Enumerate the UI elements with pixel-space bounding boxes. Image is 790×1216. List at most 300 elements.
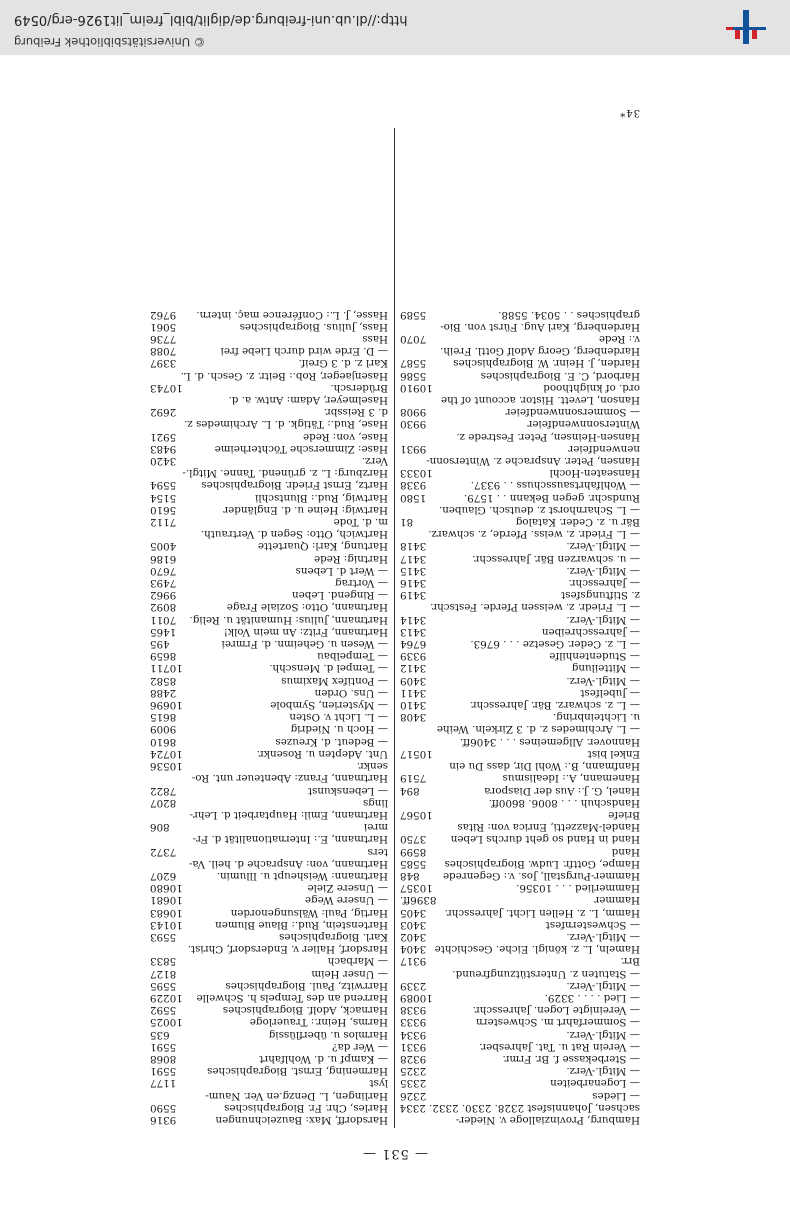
index-entry-text: nenwendfeier <box>568 442 640 455</box>
index-entry <box>400 1028 640 1040</box>
index-entry <box>400 491 640 503</box>
index-entry-text: — Statuten z. Unterstützungfreund. <box>452 967 640 980</box>
index-entry-text: Harzburg: L. z. grünend. Tanne. Mitgl.- <box>182 467 388 480</box>
index-entry-text: Unt. Adepten u. Rosenkr. <box>256 747 388 760</box>
index-entry-number: 9339 <box>400 650 427 663</box>
index-entry-text: — Tempelbau <box>317 650 388 663</box>
index-entry-number: 10536 <box>150 760 183 773</box>
index-entry-text: Hampe, Gottfr. Ludw. Biographisches <box>444 857 640 870</box>
index-entry-text: Hartmann, Otto: Soziale Frage <box>226 601 388 614</box>
index-entry-number: 3416 <box>400 577 427 590</box>
index-entry-text: Harms, Heinr.: Trauerloge <box>249 1016 388 1029</box>
index-entry-text: Haselmeyer, Adam: Antw. a. d. <box>228 394 388 407</box>
index-entry <box>150 552 388 564</box>
index-entry-text: Karl. Biographisches <box>279 930 388 943</box>
index-entry-text: Hanfmann, B.: Wohl Dir, dass Du ein <box>449 760 640 773</box>
index-entry <box>400 1114 640 1126</box>
index-entry-number: 2692 <box>150 406 177 419</box>
index-entry-number: 3405 <box>400 906 427 919</box>
index-entry-number: 3412 <box>400 662 427 675</box>
index-entry <box>400 894 640 906</box>
index-entry <box>400 931 640 943</box>
index-entry-text: — Ringend. Leben <box>292 589 388 602</box>
index-entry <box>150 613 388 625</box>
index-entry-number: 3403 <box>400 918 427 931</box>
index-entry-number: 8092 <box>150 601 177 614</box>
index-entry-number: 5610 <box>150 503 177 516</box>
index-entry-number: 5589 <box>400 308 427 321</box>
index-entry-text: Hase, Rud.: Tätigk. d. L. Archimedes z. <box>184 418 388 431</box>
index-entry-number: 9328 <box>400 1052 427 1065</box>
index-entry-text: — Uns. Orden <box>314 686 388 699</box>
index-entry-text: Hanel, G. J.: Aus der Diaspora <box>484 784 640 797</box>
index-entry <box>150 1114 388 1126</box>
index-entry <box>150 1053 388 1065</box>
index-entry <box>400 455 640 467</box>
index-entry-text: Hartmann: Weisheupt u. Illumin. <box>216 869 388 882</box>
index-entry-number: 9334 <box>400 1028 427 1041</box>
index-entry-text: — L. Friedr. z. weiss. Pferde, z. schwarz. <box>428 528 640 541</box>
document-url-link[interactable]: http://dl.ub.uni-freiburg.de/diglit/bibl_freim_lit1926-erg/0549 <box>14 12 408 27</box>
index-entry <box>150 516 388 528</box>
index-entry-text: Hartmann, Fritz: An mein Volk! <box>223 625 388 638</box>
index-entry-text: — D. Erde wird durch Liebe frei <box>220 345 388 358</box>
index-entry-text: v.: Rede <box>598 333 640 345</box>
index-entry-number: 5594 <box>150 479 177 492</box>
index-entry-text: — Mitgl.-Verz. <box>566 674 640 687</box>
index-entry-text: Hanemann, A.: Idealismus <box>502 772 640 785</box>
index-entry-text: Harnack, Adolf. Biographisches <box>222 1004 388 1017</box>
index-entry-text: Hartung, Karl: Quartette <box>257 540 388 553</box>
index-entry-text: — L. Licht v. Osten <box>289 711 388 724</box>
index-entry <box>150 1089 388 1101</box>
index-entry <box>400 1089 640 1101</box>
index-entry <box>150 589 388 601</box>
index-entry <box>150 992 388 1004</box>
index-entry-number: 5591 <box>150 1065 177 1078</box>
index-entry-text: Hase, von: Rede <box>303 430 388 443</box>
index-entry-number: 2326 <box>400 1089 427 1102</box>
index-entry <box>400 369 640 381</box>
index-entry-text: — L. z. schwarz. Bär. Jahresschr. <box>469 699 640 712</box>
index-entry-number: 10517 <box>400 747 433 760</box>
index-entry-number: 3411 <box>400 686 427 699</box>
index-entry-text: Hartwich, Otto: Segen d. Vertrauth. <box>200 528 388 541</box>
index-entry-number: 3420 <box>150 455 177 468</box>
index-entry <box>150 479 388 491</box>
index-entry-number: 8127 <box>150 967 177 980</box>
index-entry-text: — L. Archimedes z. d. 3 Zirkeln. Weihe <box>436 723 640 736</box>
index-entry <box>150 870 388 882</box>
index-entry-text: — Mitgl.-Verz. <box>566 564 640 577</box>
index-entry <box>400 650 640 662</box>
index-entry-number: 3410 <box>400 699 427 712</box>
index-entry <box>400 321 640 333</box>
sheet-signature: 34* <box>619 107 640 118</box>
index-entry-text: — Mitgl.-Verz. <box>566 613 640 626</box>
index-entry-number: 10680 <box>150 882 183 895</box>
index-entry-number: 10681 <box>150 894 183 907</box>
index-entry <box>400 333 640 345</box>
index-entry-number: 5591 <box>150 1040 177 1053</box>
index-entry <box>150 736 388 748</box>
index-entry <box>150 1065 388 1077</box>
index-entry-text: Hamm, L. z. Hellen Licht. Jahresschr. <box>444 906 640 919</box>
index-entry <box>150 833 388 845</box>
index-entry-number: 10229 <box>150 991 183 1004</box>
index-entry-text: Hartmann, Emil: Hauptarbeit d. Lehr- <box>189 808 388 821</box>
index-entry <box>400 565 640 577</box>
university-logo-icon[interactable] <box>722 7 766 47</box>
index-entry <box>150 382 388 394</box>
index-entry-number: 6207 <box>150 869 177 882</box>
index-entry-text: Hamburg, Provinzialloge v. Nieder- <box>455 1114 640 1126</box>
index-entry-text: — Bedeut. d. Kreuzes <box>275 735 388 748</box>
index-entry <box>150 967 388 979</box>
index-entry-number: 5921 <box>150 430 177 443</box>
index-entry <box>150 601 388 613</box>
index-entry-number: 8599 <box>400 845 427 858</box>
index-entry-number: 9338 <box>400 1004 427 1017</box>
index-entry-number: 5585 <box>400 857 427 870</box>
index-entry-number: 1465 <box>150 625 177 638</box>
index-entry-number: 10683 <box>150 906 183 919</box>
index-entry <box>400 748 640 760</box>
index-entry <box>150 906 388 918</box>
index-entry <box>400 723 640 735</box>
index-entry-text: — Unsere Ziele <box>307 882 388 895</box>
index-entry <box>400 674 640 686</box>
index-entry <box>400 833 640 845</box>
scanned-sheet-rotated <box>0 55 790 1216</box>
index-entry-text: — Sommersonnwendfeier <box>505 406 640 419</box>
index-entry-text: — Mitgl.-Verz. <box>566 1028 640 1041</box>
index-entry-text: — Jahresschr. <box>568 577 640 590</box>
index-entry <box>400 308 640 320</box>
index-entry <box>400 1102 640 1114</box>
index-entry <box>400 638 640 650</box>
index-entry-text: Bär u. z. Ceder. Katalog <box>515 516 640 529</box>
index-entry <box>150 308 388 320</box>
index-entry <box>150 845 388 857</box>
index-entry <box>400 345 640 357</box>
index-entry-text: — Verein Rat u. Tat. Jahresber. <box>479 1040 640 1053</box>
index-entry <box>150 1077 388 1089</box>
index-entry-number: 7372 <box>150 845 177 858</box>
index-entry-text: Hasenjaeger, Rob.: Beitr. z. Gesch. d. L. <box>180 369 388 382</box>
index-entry <box>150 760 388 772</box>
index-entry-number: 81 <box>400 516 414 529</box>
index-entry-text: — Jahresschreiben <box>541 625 640 638</box>
index-entry <box>400 858 640 870</box>
index-entry <box>150 1028 388 1040</box>
index-entry-text: ters <box>367 845 388 858</box>
index-entry-number: 5586 <box>400 369 427 382</box>
index-entry <box>150 357 388 369</box>
index-entry <box>400 443 640 455</box>
index-entry-text: — L. Friedr. z. weissen Pferde. Festschr. <box>430 601 640 614</box>
index-entry <box>150 394 388 406</box>
index-entry-number: 5595 <box>150 979 177 992</box>
index-entry <box>150 345 388 357</box>
index-entry-text: — Unsere Wege <box>304 894 388 907</box>
index-entry-text: graphisches . . 5034. 5588. <box>498 308 640 321</box>
index-entry-text: z. Stiftungsfest <box>561 589 640 602</box>
index-entry-number: 3404 <box>400 943 427 956</box>
index-entry-text: — u. schwarzen Bär. Jahresschr. <box>472 552 640 565</box>
index-entry-text: — Mitgl.-Verz. <box>566 1065 640 1078</box>
index-entry <box>400 479 640 491</box>
index-entry <box>400 1077 640 1089</box>
index-entry-number: 848 <box>400 869 420 882</box>
index-entry-number: 9331 <box>400 1040 427 1053</box>
index-entry-text: — Wert d. Lebens <box>295 564 388 577</box>
index-entry-text: — Vereinigte Logen. Jahresschr. <box>472 1004 640 1017</box>
index-entry <box>400 1053 640 1065</box>
index-entry-text: m. d. Tode <box>333 516 388 529</box>
index-entry-number: 5590 <box>150 1101 177 1114</box>
index-entry-text: — Pontifex Maximus <box>281 674 388 687</box>
index-entry-text: lings <box>362 796 388 809</box>
index-entry <box>400 382 640 394</box>
index-entry-text: — Mitgl.-Verz. <box>566 540 640 553</box>
index-entry-text: Harmening, Ernst. Biographisches <box>207 1065 388 1078</box>
index-entry <box>400 613 640 625</box>
library-header-bar <box>0 0 790 55</box>
index-entry <box>150 797 388 809</box>
index-entry <box>150 858 388 870</box>
index-entry <box>150 528 388 540</box>
column-divider <box>394 128 395 1128</box>
index-entry <box>150 467 388 479</box>
index-entry <box>400 540 640 552</box>
index-entry <box>400 1065 640 1077</box>
index-entry <box>150 699 388 711</box>
index-entry-text: d. 3 Reissbr. <box>323 406 388 419</box>
index-entry-text: Harrwitz, Paul. Biographisches <box>225 979 388 992</box>
index-entry <box>150 369 388 381</box>
index-entry-number: 10696 <box>150 699 183 712</box>
index-entry-text: — Wesen u. Geheimn. d. Frmrei <box>221 638 388 651</box>
index-entry-number: 5592 <box>150 1004 177 1017</box>
index-entry <box>400 418 640 430</box>
index-entry <box>150 333 388 345</box>
index-entry-text: mrei <box>363 821 388 834</box>
index-entry-text: Hartmann, Franz: Abenteuer unt. Ro- <box>191 772 388 785</box>
index-entry-text: — Lied . . . . 3329. <box>544 991 640 1004</box>
index-entry <box>400 882 640 894</box>
index-entry-number: 3417 <box>400 552 427 565</box>
index-entry <box>400 760 640 772</box>
index-entry <box>400 430 640 442</box>
index-entry-number: 9316 <box>150 1114 177 1126</box>
index-entry-text: Hammerlied . . . 10356. <box>516 882 640 895</box>
index-entry-text: — Marbach <box>327 955 388 968</box>
index-entry-text: Hardenberg, Georg Adolf Gottl. Freih. <box>440 345 640 358</box>
index-entry-number: 8207 <box>150 796 177 809</box>
index-entry-text: Karl z. d. 3 Greif. <box>298 357 388 370</box>
index-entry-number: 9338 <box>400 479 427 492</box>
index-entry <box>150 662 388 674</box>
index-entry-number: 3414 <box>400 613 427 626</box>
index-entry-text: — Logenarbeiten <box>550 1077 640 1090</box>
index-entry-number: 5593 <box>150 930 177 943</box>
index-entry-number: 3419 <box>400 589 427 602</box>
index-entry-text: Hansen-Heinsen, Peter. Festrede z. <box>456 430 640 443</box>
index-entry-number: 1580 <box>400 491 427 504</box>
index-entry <box>400 772 640 784</box>
index-entry-number: 8396ff. <box>400 894 437 907</box>
index-entry-number: 8659 <box>150 650 177 663</box>
index-column-left <box>400 308 640 1126</box>
index-entry <box>400 528 640 540</box>
index-entry <box>400 992 640 1004</box>
index-entry <box>400 1041 640 1053</box>
index-entry-text: Brr. <box>620 955 640 968</box>
index-entry-text: Hansen, Peter. Ansprache z. Wintersonn- <box>426 455 640 468</box>
index-entry-text: — Mitteilung <box>571 662 640 675</box>
index-entry-text: — L. Scharnhorst z. deutsch. Glauben. <box>438 503 640 516</box>
index-entry <box>150 321 388 333</box>
index-entry-number: 3408 <box>400 711 427 724</box>
index-entry-number: 10089 <box>400 991 433 1004</box>
index-entry <box>150 687 388 699</box>
index-entry-number: 7088 <box>150 345 177 358</box>
index-entry-text: — Studentenhilfe <box>549 650 640 663</box>
index-entry-number: 2335 <box>400 1077 427 1090</box>
index-entry-number: 10743 <box>150 381 183 394</box>
index-entry-text: — Jubelfest <box>580 686 640 699</box>
index-entry <box>150 723 388 735</box>
index-entry-number: 8615 <box>150 711 177 724</box>
index-entry <box>150 943 388 955</box>
index-entry-text: sachsen, Johannisfest 2328. 2330. 2332. 2334 <box>399 1101 640 1114</box>
index-entry-number: 3413 <box>400 625 427 638</box>
index-entry-number: 10025 <box>150 1016 183 1029</box>
index-entry-number: 3750 <box>400 833 427 846</box>
index-entry-text: — Schwesternfest <box>545 918 640 931</box>
scanned-page <box>0 55 790 1216</box>
index-entry-number: 9931 <box>400 442 427 455</box>
index-entry-text: u. Lichteinbring. <box>552 711 640 724</box>
index-entry-number: 8068 <box>150 1052 177 1065</box>
index-entry <box>150 955 388 967</box>
index-entry-text: Hand in Hand so geht durchs Leben <box>450 833 640 846</box>
index-entry <box>400 845 640 857</box>
index-entry-number: 10711 <box>150 662 183 675</box>
index-entry-text: Harbord, C. E. Biographisches <box>480 369 640 382</box>
index-entry-number: 9333 <box>400 1016 427 1029</box>
index-entry <box>150 748 388 760</box>
index-entry <box>150 821 388 833</box>
index-entry <box>400 467 640 479</box>
index-entry <box>400 870 640 882</box>
index-entry <box>400 394 640 406</box>
index-entry-number: 3418 <box>400 540 427 553</box>
index-entry-text: — Sommerfahrt m. Schwestern <box>475 1016 640 1029</box>
index-entry-text: Hass <box>362 333 388 345</box>
index-entry-text: Hartwig, Rud.: Bluntschli <box>255 491 388 504</box>
index-entry-text: — Sterbekasse f. Br. Frmr. <box>502 1052 640 1065</box>
index-entry-text: Hase: Zimmersche Töchterheime <box>214 442 388 455</box>
index-entry-text: Hanseaten-Hochl <box>549 467 640 480</box>
index-entry-text: Harrend an des Tempels h. Schwelle <box>196 991 388 1004</box>
index-entry-text: Harles, Chr. Fr. Biographisches <box>224 1101 388 1114</box>
index-entry <box>150 577 388 589</box>
index-entry <box>400 797 640 809</box>
index-entry-number: 7112 <box>150 516 177 529</box>
index-entry-number: 10357 <box>400 882 433 895</box>
index-entry-text: Rundschr. gegen Bekann . . 1579. <box>463 491 640 504</box>
index-entry-text: — Mitgl.-Verz. <box>566 979 640 992</box>
index-entry <box>400 516 640 528</box>
index-entry-number: 6186 <box>150 552 177 565</box>
index-entry-text: Hartmann, von: Ansprache d. heil. Va- <box>188 857 388 870</box>
index-entry-text: Verz. <box>361 455 388 468</box>
index-entry <box>150 882 388 894</box>
index-entry <box>150 980 388 992</box>
index-entry-number: 9908 <box>400 406 427 419</box>
index-entry <box>400 736 640 748</box>
index-entry <box>150 809 388 821</box>
index-entry <box>150 919 388 931</box>
index-entry-text: Hartmann, E.: Internationalität d. Fr- <box>192 833 388 846</box>
index-entry <box>400 577 640 589</box>
index-entry <box>400 662 640 674</box>
index-entry-number: 1177 <box>150 1077 177 1090</box>
index-entry-text: Harlingen, L. Denzg.en Ver. Naum- <box>205 1089 388 1102</box>
index-entry-number: 5154 <box>150 491 177 504</box>
index-entry-number: 7822 <box>150 784 177 797</box>
index-entry <box>400 980 640 992</box>
index-entry-number: 5061 <box>150 320 177 333</box>
index-entry <box>150 443 388 455</box>
index-entry-number: 9317 <box>400 955 427 968</box>
index-entry-number: 635 <box>150 1028 170 1041</box>
index-entry <box>150 674 388 686</box>
index-entry-text: Harsdorff, Max: Bauzeichnungen <box>215 1114 388 1126</box>
index-entry-number: 2325 <box>400 1065 427 1078</box>
index-entry <box>400 809 640 821</box>
index-entry-text: Hartig, Paul: Wälsungenorden <box>230 906 388 919</box>
index-entry-text: Handschuh . . . 8006. 8600ff. <box>488 796 640 809</box>
index-entry-number: 7493 <box>150 577 177 590</box>
index-entry-number: 9483 <box>150 442 177 455</box>
index-entry <box>150 1102 388 1114</box>
index-entry <box>150 650 388 662</box>
index-entry <box>150 1041 388 1053</box>
index-entry <box>400 943 640 955</box>
index-entry-text: Hammer-Purgstall, Jos. v.: Gegenrede <box>442 869 640 882</box>
index-entry <box>400 955 640 967</box>
index-entry <box>400 504 640 516</box>
index-entry-number: 7736 <box>150 333 177 345</box>
index-entry <box>150 540 388 552</box>
index-entry-text: Brüdersch. <box>330 381 388 394</box>
index-entry <box>150 784 388 796</box>
index-entry <box>150 565 388 577</box>
index-entry-text: — Vortrag <box>335 577 388 590</box>
index-entry-text: ord. of knighthood <box>543 381 640 394</box>
index-entry <box>400 1016 640 1028</box>
copyright-notice: © Universitätsbibliothek Freiburg <box>14 35 206 49</box>
index-entry-text: — Kampf u. d. Wohlfahrt <box>259 1052 388 1065</box>
index-entry-number: 495 <box>150 638 170 651</box>
index-entry <box>400 784 640 796</box>
index-entry <box>150 772 388 784</box>
index-entry-number: 7011 <box>150 613 177 626</box>
index-entry <box>150 638 388 650</box>
